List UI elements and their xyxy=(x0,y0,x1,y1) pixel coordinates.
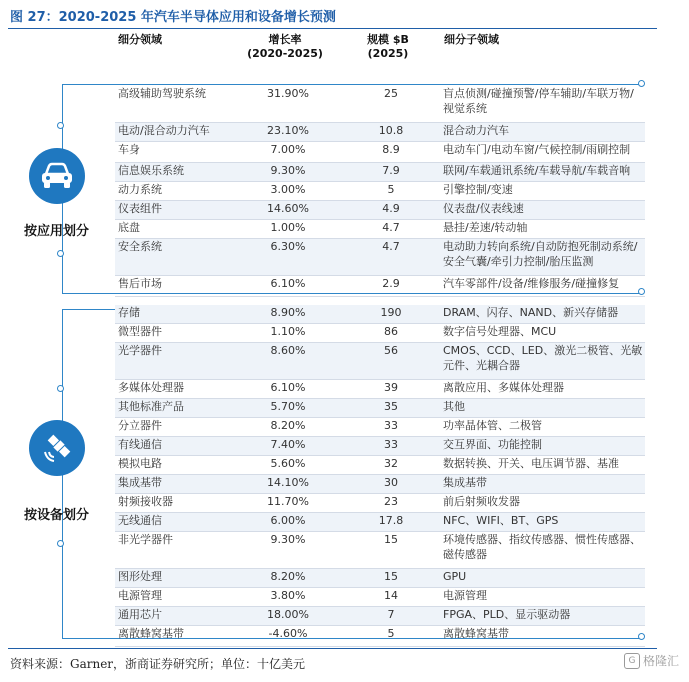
growth-cell: 14.60% xyxy=(267,202,309,215)
subsegment-cell: 汽车零部件/设备/维修服务/碰撞修复 xyxy=(443,277,620,290)
subsegment-cell: 盲点侦测/碰撞预警/停车辅助/车联万物/视觉系统 xyxy=(443,87,634,115)
growth-cell: 6.10% xyxy=(270,277,306,290)
size-cell: 190 xyxy=(380,306,402,319)
size-cell: 17.8 xyxy=(378,514,404,527)
table-row xyxy=(115,607,645,626)
table-row xyxy=(115,201,645,220)
growth-cell: 18.00% xyxy=(267,608,309,621)
device-section-label: 按设备划分 xyxy=(24,508,90,523)
size-cell: 7.9 xyxy=(382,164,400,177)
segment-cell: 模拟电路 xyxy=(118,457,162,470)
size-cell: 7 xyxy=(387,608,395,621)
growth-cell: 8.90% xyxy=(270,306,306,319)
table-row xyxy=(115,494,645,513)
size-cell: 30 xyxy=(384,476,398,489)
growth-cell: 8.20% xyxy=(270,419,306,432)
growth-cell: 14.10% xyxy=(267,476,309,489)
subsegment-cell: 离散蜂窝基带 xyxy=(443,627,509,640)
subsegment-cell: 联网/车载通讯系统/车载导航/车载音响 xyxy=(443,164,631,177)
table-row xyxy=(115,532,645,569)
header-size xyxy=(348,33,428,61)
subsegment-cell: 仪表盘/仪表线速 xyxy=(443,202,524,215)
table-row xyxy=(115,569,645,588)
table-row xyxy=(115,142,645,163)
header-growth-line2: (2020-2025) xyxy=(247,47,323,60)
table-row xyxy=(115,380,645,399)
watermark xyxy=(624,652,679,669)
bottom-rule xyxy=(8,648,657,649)
subsegment-cell: 悬挂/差速/转动轴 xyxy=(443,221,528,234)
segment-cell: 离散蜂窝基带 xyxy=(118,627,184,640)
subsegment-cell: FPGA、PLD、显示驱动器 xyxy=(443,608,571,621)
table-row xyxy=(115,418,645,437)
size-cell: 35 xyxy=(384,400,398,413)
table-row xyxy=(115,239,645,276)
header-size-line1: 规模 $B xyxy=(367,33,409,46)
satellite-icon xyxy=(29,420,85,476)
segment-cell: 底盘 xyxy=(118,221,140,234)
growth-cell: 1.10% xyxy=(270,325,306,338)
size-cell: 25 xyxy=(384,87,398,100)
segment-cell: 射频接收器 xyxy=(118,495,173,508)
growth-cell: 3.80% xyxy=(270,589,306,602)
subsegment-cell: NFC、WIFI、BT、GPS xyxy=(443,514,559,527)
table-row xyxy=(115,305,645,324)
segment-cell: 存储 xyxy=(118,306,140,319)
size-cell: 32 xyxy=(384,457,398,470)
subsegment-cell: 前后射频收发器 xyxy=(443,495,520,508)
car-icon xyxy=(29,148,85,204)
table-row xyxy=(115,220,645,239)
segment-cell: 动力系统 xyxy=(118,183,162,196)
subsegment-cell: 集成基带 xyxy=(443,476,487,489)
growth-cell: 5.70% xyxy=(270,400,306,413)
table-row xyxy=(115,123,645,142)
subsegment-cell: 电动车门/电动车窗/气候控制/雨刷控制 xyxy=(443,143,631,156)
growth-cell: 9.30% xyxy=(270,533,306,546)
watermark-logo-icon: G xyxy=(624,653,640,669)
subsegment-cell: 离散应用、多媒体处理器 xyxy=(443,381,564,394)
subsegment-cell: 电源管理 xyxy=(443,589,487,602)
segment-cell: 电动/混合动力汽车 xyxy=(118,124,210,137)
size-cell: 4.7 xyxy=(382,240,400,253)
subsegment-cell: 数字信号处理器、MCU xyxy=(443,325,557,338)
bracket-dot xyxy=(57,250,64,257)
header-growth-line1: 增长率 xyxy=(268,33,302,46)
growth-cell: 31.90% xyxy=(267,87,309,100)
segment-cell: 高级辅助驾驶系统 xyxy=(118,87,206,100)
size-cell: 33 xyxy=(384,419,398,432)
table-row xyxy=(115,399,645,418)
subsegment-cell: 其他 xyxy=(443,400,465,413)
table-row xyxy=(115,588,645,607)
growth-cell: 5.60% xyxy=(270,457,306,470)
size-cell: 10.8 xyxy=(378,124,404,137)
segment-cell: 无线通信 xyxy=(118,514,162,527)
header-growth xyxy=(240,33,330,61)
growth-cell: 23.10% xyxy=(267,124,309,137)
growth-cell: 3.00% xyxy=(270,183,306,196)
top-rule xyxy=(8,28,657,29)
size-cell: 15 xyxy=(384,570,398,583)
source-note: 资料来源：Garner，浙商证券研究所；单位：十亿美元 xyxy=(10,657,306,671)
size-cell: 5 xyxy=(387,183,395,196)
growth-cell: 8.60% xyxy=(270,344,306,357)
table-row xyxy=(115,276,645,297)
subsegment-cell: 数据转换、开关、电压调节器、基准 xyxy=(443,457,619,470)
segment-cell: 通用芯片 xyxy=(118,608,162,621)
size-cell: 8.9 xyxy=(382,143,400,156)
segment-cell: 非光学器件 xyxy=(118,533,173,546)
segment-cell: 售后市场 xyxy=(118,277,162,290)
table-row xyxy=(115,456,645,475)
data-table xyxy=(115,86,645,647)
table-row xyxy=(115,324,645,343)
growth-cell: 6.10% xyxy=(270,381,306,394)
table-row xyxy=(115,343,645,380)
growth-cell: 7.40% xyxy=(270,438,306,451)
growth-cell: 6.00% xyxy=(270,514,306,527)
subsegment-cell: 交互界面、功能控制 xyxy=(443,438,542,451)
size-cell: 39 xyxy=(384,381,398,394)
growth-cell: 1.00% xyxy=(270,221,306,234)
application-section-label: 按应用划分 xyxy=(24,224,90,239)
table-row xyxy=(115,475,645,494)
segment-cell: 光学器件 xyxy=(118,344,162,357)
bracket-dot xyxy=(57,122,64,129)
table-row xyxy=(115,163,645,182)
segment-cell: 车身 xyxy=(118,143,140,156)
watermark-text: 格隆汇 xyxy=(642,654,679,668)
segment-cell: 多媒体处理器 xyxy=(118,381,184,394)
bracket-dot xyxy=(57,540,64,547)
subsegment-cell: CMOS、CCD、LED、激光二极管、光敏元件、光耦合器 xyxy=(443,344,643,372)
subsegment-cell: 电动助力转向系统/自动防抱死制动系统/安全气囊/牵引力控制/胎压监测 xyxy=(443,240,638,268)
table-row xyxy=(115,437,645,456)
table-row xyxy=(115,86,645,123)
size-cell: 2.9 xyxy=(382,277,400,290)
figure-title: 图 27：2020-2025 年汽车半导体应用和设备增长预测 xyxy=(10,10,336,25)
segment-cell: 集成基带 xyxy=(118,476,162,489)
subsegment-cell: 引擎控制/变速 xyxy=(443,183,513,196)
segment-cell: 信息娱乐系统 xyxy=(118,164,184,177)
size-cell: 86 xyxy=(384,325,398,338)
growth-cell: 8.20% xyxy=(270,570,306,583)
size-cell: 33 xyxy=(384,438,398,451)
header-segment: 细分领域 xyxy=(118,33,162,46)
header-size-line2: (2025) xyxy=(367,47,409,60)
size-cell: 5 xyxy=(387,627,395,640)
segment-cell: 仪表组件 xyxy=(118,202,162,215)
growth-cell: 11.70% xyxy=(267,495,309,508)
subsegment-cell: 混合动力汽车 xyxy=(443,124,509,137)
segment-cell: 其他标准产品 xyxy=(118,400,184,413)
growth-cell: -4.60% xyxy=(268,627,308,640)
table-row xyxy=(115,513,645,532)
header-subsegment: 细分子领域 xyxy=(444,33,499,46)
segment-cell: 电源管理 xyxy=(118,589,162,602)
size-cell: 56 xyxy=(384,344,398,357)
segment-cell: 有线通信 xyxy=(118,438,162,451)
growth-cell: 6.30% xyxy=(270,240,306,253)
growth-cell: 7.00% xyxy=(270,143,306,156)
subsegment-cell: GPU xyxy=(443,570,467,583)
size-cell: 4.9 xyxy=(382,202,400,215)
subsegment-cell: 环境传感器、指纹传感器、惯性传感器、磁传感器 xyxy=(443,533,641,561)
size-cell: 14 xyxy=(384,589,398,602)
subsegment-cell: DRAM、闪存、NAND、新兴存储器 xyxy=(443,306,619,319)
size-cell: 15 xyxy=(384,533,398,546)
bracket-dot xyxy=(57,385,64,392)
segment-cell: 图形处理 xyxy=(118,570,162,583)
table-row xyxy=(115,182,645,201)
subsegment-cell: 功率晶体管、二极管 xyxy=(443,419,542,432)
size-cell: 23 xyxy=(384,495,398,508)
segment-cell: 微型器件 xyxy=(118,325,162,338)
table-row xyxy=(115,626,645,647)
size-cell: 4.7 xyxy=(382,221,400,234)
segment-cell: 分立器件 xyxy=(118,419,162,432)
growth-cell: 9.30% xyxy=(270,164,306,177)
segment-cell: 安全系统 xyxy=(118,240,162,253)
